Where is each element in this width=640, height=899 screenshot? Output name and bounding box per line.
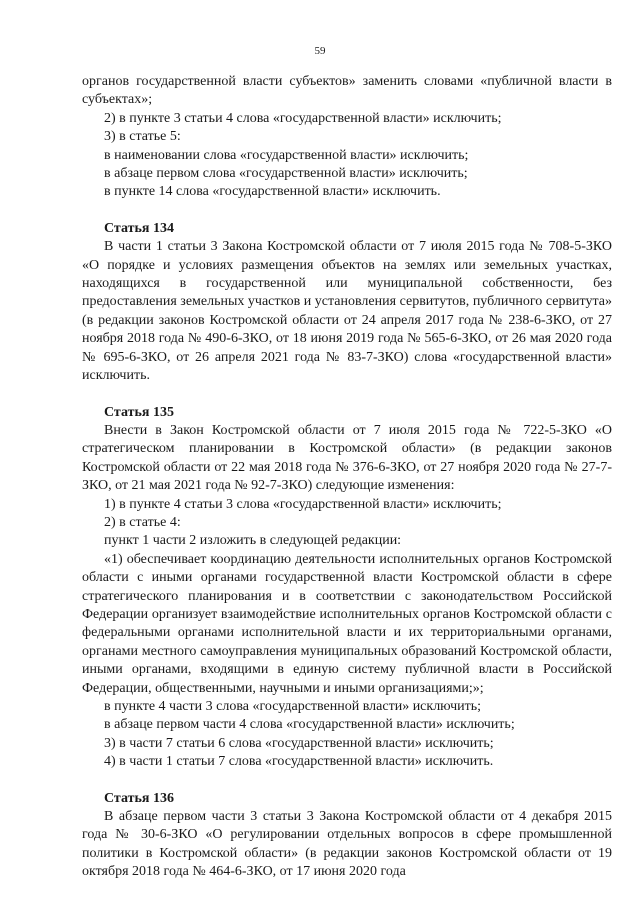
paragraph: «1) обеспечивает координацию деятельности исполнительных органов Костромской области с иными органами государственной власти Костромской области в сфере стратегического планирования и в соответствии с законодательством Российской Федерации организует взаимодействие исполнительных органов Костромской области с федеральными органами исполнительной власти и их территориальными органами, органами местного самоуправления муниципальных образований Костромской области, иными органами, входящими в единую систему публичной власти в Российской Федерации, общественными, научными и иными организациями;»; [82, 551, 612, 696]
list-item: в пункте 4 части 3 слова «государственной власти» исключить; [104, 699, 482, 714]
list-item: пункт 1 части 2 изложить в следующей редакции: [104, 533, 402, 549]
paragraph-continuation: органов государственной власти субъектов» заменить словами «публичной власти в субъектах»; [82, 74, 612, 108]
paragraph: Внести в Закон Костромской области от 7 июля 2015 года № 722-5-ЗКО «О стратегическом планировании в Костромской области» (в редакции законов Костромской области от 22 мая 2018 года № 376-6-ЗКО, от 27 ноября 2020 года № 27-7-ЗКО, от 21 мая 2021 года № 92-7-ЗКО) следующие изменения: [82, 422, 612, 494]
list-item: в абзаце первом слова «государственной власти» исключить; [104, 166, 468, 182]
article-heading: Статья 135 [104, 404, 174, 420]
list-item: 1) в пункте 4 статьи 3 слова «государственной власти» исключить; [104, 496, 502, 512]
list-item: 3) в статье 5: [104, 129, 181, 145]
document-body [82, 73, 612, 882]
article-heading: Статья 136 [104, 790, 174, 806]
list-item: 3) в части 7 статьи 6 слова «государственной власти» исключить; [104, 735, 494, 751]
list-item: 2) в пункте 3 статьи 4 слова «государственной власти» исключить; [104, 110, 502, 126]
list-item: 4) в части 1 статьи 7 слова «государственной власти» исключить. [104, 754, 494, 770]
list-item: в наименовании слова «государственной власти» исключить; [104, 147, 469, 163]
list-item: в пункте 14 слова «государственной власти» исключить. [104, 184, 441, 200]
spacer [82, 202, 612, 220]
article-heading: Статья 134 [104, 220, 174, 236]
list-item: в абзаце первом части 4 слова «государственной власти» исключить; [104, 717, 515, 733]
paragraph: В части 1 статьи 3 Закона Костромской области от 7 июля 2015 года № 708-5-ЗКО «О порядке и условиях размещения объектов на землях или земельных участках, находящихся в государственной или муниципальной собственности, без предоставления земельных участков и установления сервитутов, публичного сервитута» (в редакции законов Костромской области от 24 апреля 2017 года № 238-6-ЗКО, от 27 ноября 2018 года № 490-6-ЗКО, от 18 июня 2019 года № 565-6-ЗКО, от 26 мая 2020 года № 695-6-ЗКО, от 26 апреля 2021 года № 83-7-ЗКО) слова «государственной власти» исключить. [82, 239, 612, 384]
paragraph: В абзаце первом части 3 статьи 3 Закона Костромской области от 4 декабря 2015 года № 30-6-ЗКО «О регулировании отдельных вопросов в сфере промышленной политики в Костромской области» (в редакции законов Костромской области от 19 октября 2018 года № 464-6-ЗКО, от 17 июня 2020 года [82, 809, 612, 880]
page-number: 59 [314, 45, 326, 57]
list-item: 2) в статье 4: [104, 514, 181, 530]
spacer [82, 772, 612, 790]
spacer [82, 386, 612, 404]
